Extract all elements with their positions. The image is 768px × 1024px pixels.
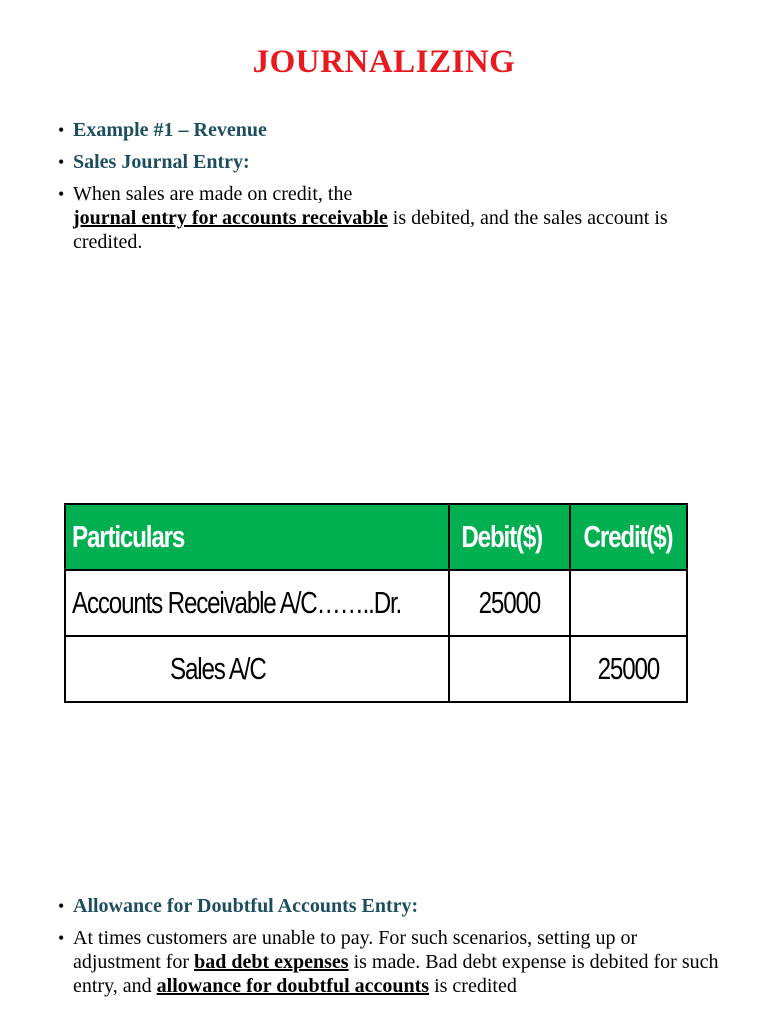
- header-credit: Credit($): [570, 504, 687, 570]
- bullet-dot: •: [58, 120, 65, 140]
- row1-particulars: Accounts Receivable A/C……..Dr.: [65, 570, 449, 636]
- sales-heading: Sales Journal Entry:: [73, 151, 250, 173]
- bullet-dot: •: [58, 896, 65, 916]
- allowance-text-3: is credited: [429, 975, 517, 997]
- sales-link-text: journal entry for accounts receivable: [73, 207, 388, 229]
- table-row: [65, 570, 687, 636]
- bullet-dot: •: [58, 152, 65, 172]
- row1-credit: [570, 570, 687, 636]
- bullet-example: [58, 118, 728, 142]
- bullet-dot: •: [58, 928, 65, 948]
- header-debit: Debit($): [449, 504, 569, 570]
- row2-particulars: Sales A/C: [65, 636, 449, 702]
- journal-table: [64, 503, 688, 703]
- bullet-allowance-heading: [58, 894, 728, 918]
- bullet-dot: •: [58, 184, 65, 204]
- header-particulars: Particulars: [65, 504, 449, 570]
- table-header-row: [65, 504, 687, 570]
- sales-paragraph: [73, 182, 728, 254]
- sales-text-1: When sales are made on credit, the: [73, 183, 353, 205]
- example-heading: Example #1 – Revenue: [73, 119, 267, 141]
- bullet-sales-text: [58, 182, 728, 254]
- bullet-allowance-text: [58, 926, 728, 998]
- allowance-text-1: At times customers are unable to pay. For such scenarios, setting up or adjustment for: [73, 927, 638, 973]
- allowance-text-2: is made. Bad debt expense is debited for such entry, and: [73, 951, 719, 997]
- allowance-bold-1: bad debt expenses: [194, 951, 349, 973]
- allowance-heading: Allowance for Doubtful Accounts Entry:: [73, 895, 419, 917]
- page-title: JOURNALIZING: [252, 44, 516, 80]
- bullet-sales-heading: [58, 150, 728, 174]
- row2-credit: 25000: [570, 636, 687, 702]
- row1-debit: 25000: [449, 570, 569, 636]
- table-row: [65, 636, 687, 702]
- allowance-paragraph: [73, 926, 728, 998]
- allowance-bold-2: allowance for doubtful accounts: [156, 975, 430, 997]
- row2-debit: [449, 636, 569, 702]
- sales-text-2: is debited, and the sales account is credited.: [73, 207, 668, 253]
